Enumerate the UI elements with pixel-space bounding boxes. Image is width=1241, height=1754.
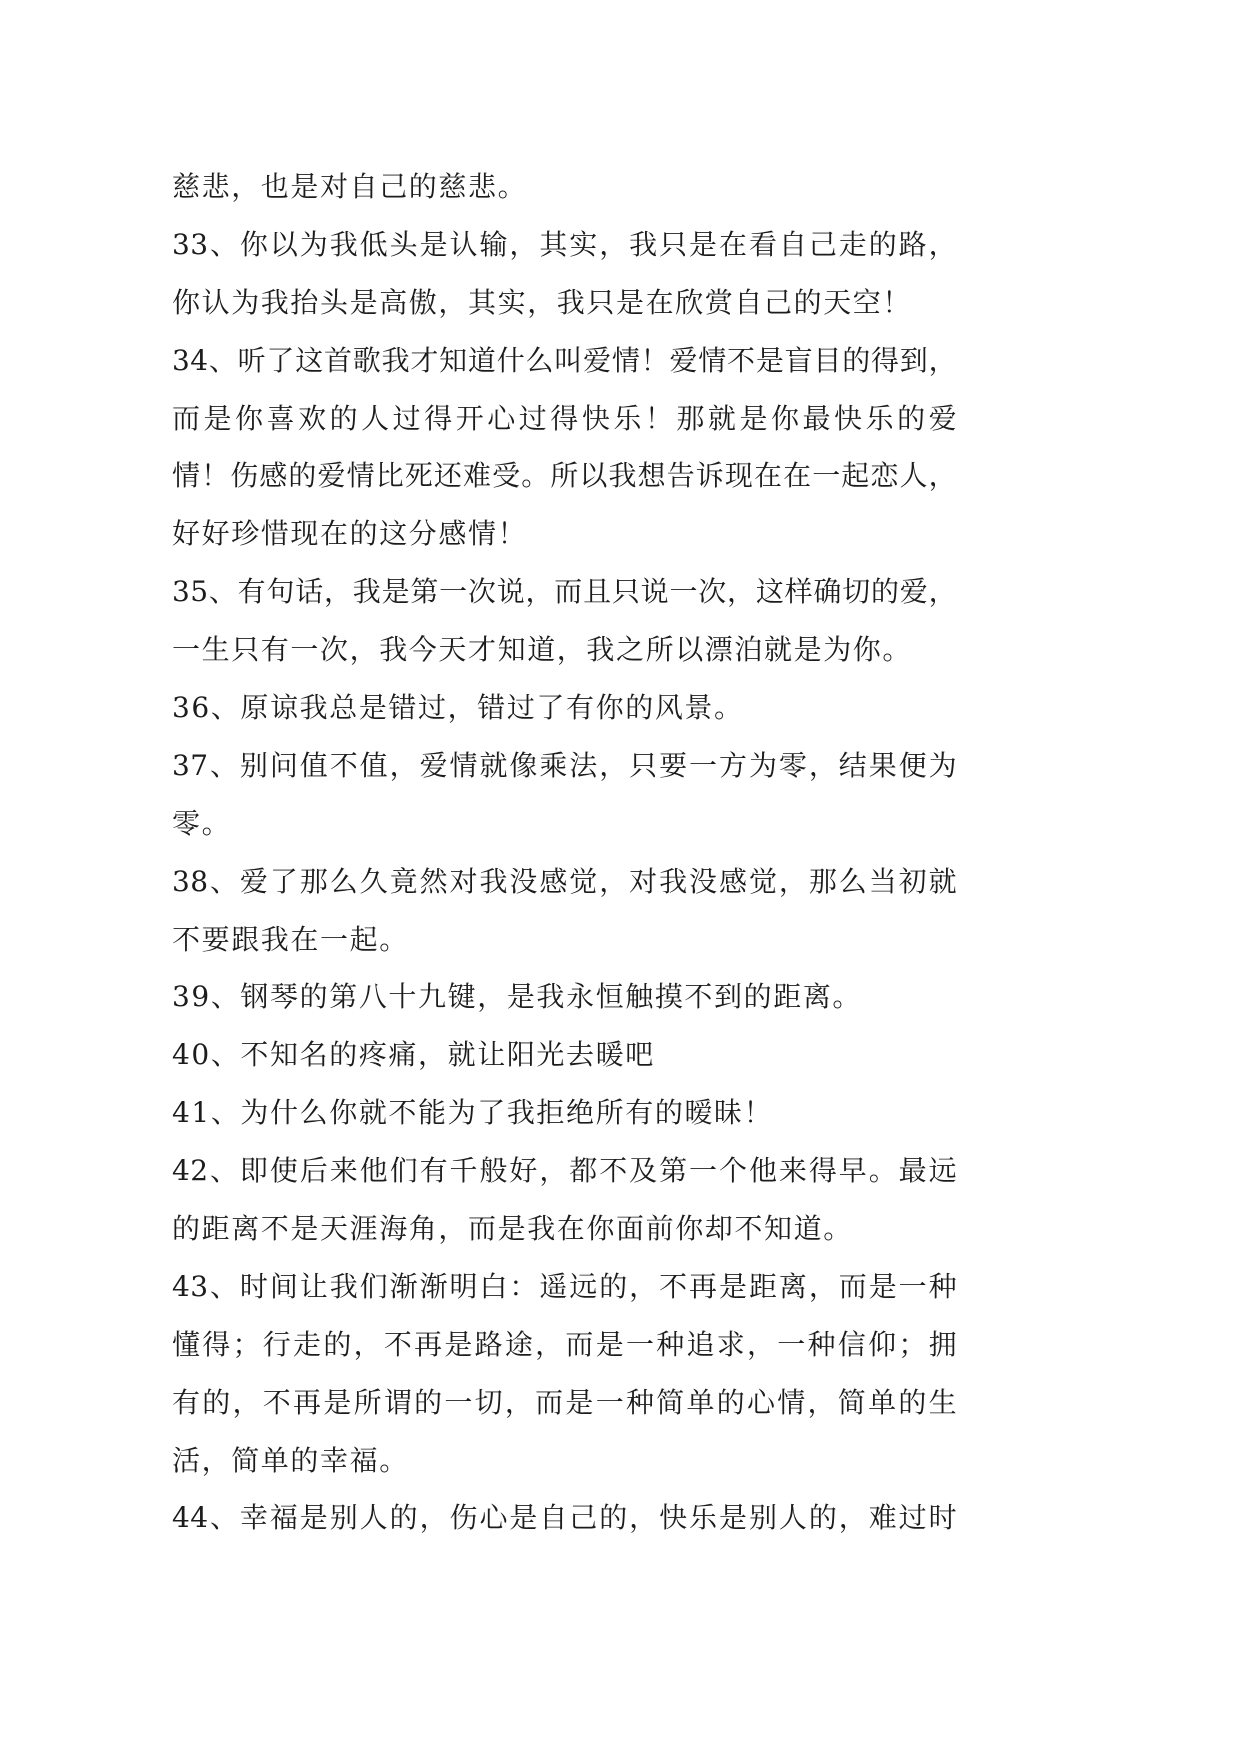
text-line: 慈悲，也是对自己的慈悲。 xyxy=(172,170,528,203)
text-line: 42、即使后来他们有千般好，都不及第一个他来得早。最远 xyxy=(172,1154,957,1188)
text-line: 37、别问值不值，爱情就像乘法，只要一方为零，结果便为 xyxy=(172,748,957,782)
text-line: 不要跟我在一起。 xyxy=(172,922,409,956)
text-line: 零。 xyxy=(172,806,232,840)
text-line: 36、原谅我总是错过，错过了有你的风景。 xyxy=(172,691,744,725)
text-line: 情！伤感的爱情比死还难受。所以我想告诉现在在一起恋人， xyxy=(172,459,957,493)
text-line: 34、听了这首歌我才知道什么叫爱情！爱情不是盲目的得到， xyxy=(172,343,957,377)
text-line: 活，简单的幸福。 xyxy=(172,1443,409,1477)
text-line: 33、你以为我低头是认输，其实，我只是在看自己走的路， xyxy=(172,227,957,261)
text-line: 35、有句话，我是第一次说，而且只说一次，这样确切的爱， xyxy=(172,575,957,609)
text-line: 你认为我抬头是高傲，其实，我只是在欣赏自己的天空！ xyxy=(172,285,913,319)
text-line: 39、钢琴的第八十九键，是我永恒触摸不到的距离。 xyxy=(172,980,863,1014)
text-line: 38、爱了那么久竟然对我没感觉，对我没感觉，那么当初就 xyxy=(172,864,957,898)
text-line: 而是你喜欢的人过得开心过得快乐！那就是你最快乐的爱 xyxy=(172,401,957,435)
body-text xyxy=(172,158,972,1547)
text-line: 的距离不是天涯海角，而是我在你面前你却不知道。 xyxy=(172,1212,853,1246)
text-line: 好好珍惜现在的这分感情！ xyxy=(172,517,528,551)
text-line: 懂得；行走的，不再是路途，而是一种追求，一种信仰；拥 xyxy=(172,1327,957,1361)
text-line: 一生只有一次，我今天才知道，我之所以漂泊就是为你。 xyxy=(172,633,913,667)
text-line: 43、时间让我们渐渐明白：遥远的，不再是距离，而是一种 xyxy=(172,1269,957,1303)
text-line: 44、幸福是别人的，伤心是自己的，快乐是别人的，难过时 xyxy=(172,1501,957,1535)
text-line: 有的，不再是所谓的一切，而是一种简单的心情，简单的生 xyxy=(172,1385,957,1419)
text-line: 40、不知名的疼痛，就让阳光去暖吧 xyxy=(172,1038,655,1072)
text-line: 41、为什么你就不能为了我拒绝所有的暧昧！ xyxy=(172,1096,774,1130)
